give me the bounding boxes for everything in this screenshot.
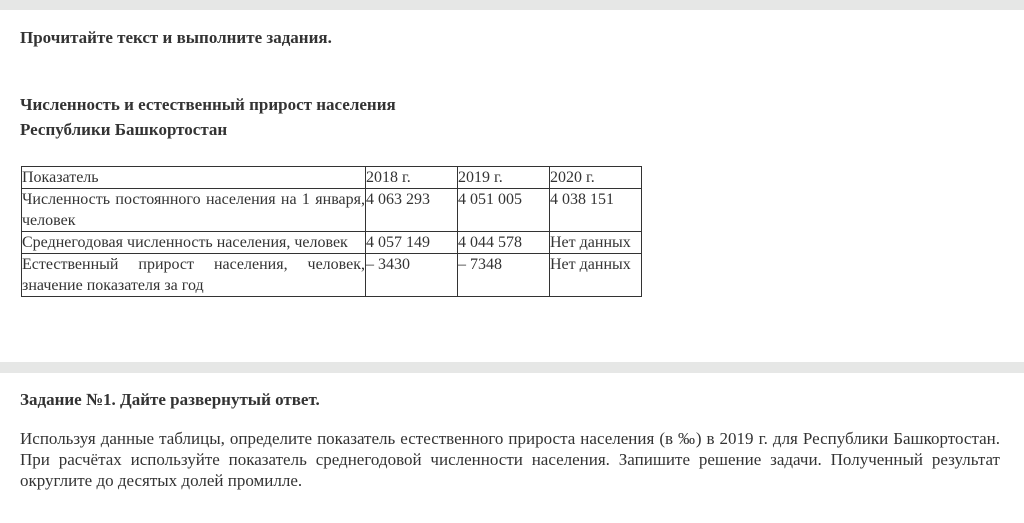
cell-2019: 4 044 578 bbox=[458, 232, 550, 254]
cell-2018: 4 057 149 bbox=[366, 232, 458, 254]
cell-2020: 4 038 151 bbox=[550, 189, 642, 232]
table-title bbox=[20, 92, 396, 142]
task-heading: Задание №1. Дайте развернутый ответ. bbox=[20, 390, 320, 409]
row-label: Численность постоянного населения на 1 января, человек bbox=[22, 189, 366, 232]
cell-2020: Нет данных bbox=[550, 254, 642, 297]
header-cell-indicator: Показатель bbox=[22, 167, 366, 189]
cell-2018: 4 063 293 bbox=[366, 189, 458, 232]
header-cell-2020: 2020 г. bbox=[550, 167, 642, 189]
table-row bbox=[22, 189, 642, 232]
cell-2019: 4 051 005 bbox=[458, 189, 550, 232]
task-section bbox=[0, 373, 1024, 523]
row-label: Среднегодовая численность населения, человек bbox=[22, 232, 366, 254]
instruction-text: Прочитайте текст и выполните задания. bbox=[20, 28, 332, 47]
cell-2018: – 3430 bbox=[366, 254, 458, 297]
table-title-line-1: Численность и естественный прирост населения bbox=[20, 95, 396, 114]
population-table bbox=[21, 166, 642, 297]
header-cell-2018: 2018 г. bbox=[366, 167, 458, 189]
top-divider-band bbox=[0, 0, 1024, 10]
middle-divider-band bbox=[0, 362, 1024, 373]
table-title-line-2: Республики Башкортостан bbox=[20, 120, 228, 139]
table-header-row bbox=[22, 167, 642, 189]
table-row bbox=[22, 254, 642, 297]
task-text: Используя данные таблицы, определите показатель естественного прироста населения (в ‰) в 2019 г. для Республики Башкортостан. При расчётах используйте показатель среднегодовой численности населения. Запишите решение задачи. Полученный результат округлите до десятых долей промилле. bbox=[20, 429, 1000, 490]
row-label: Естественный прирост населения, человек, значение показателя за год bbox=[22, 254, 366, 297]
header-cell-2019: 2019 г. bbox=[458, 167, 550, 189]
cell-2020: Нет данных bbox=[550, 232, 642, 254]
text-section bbox=[0, 10, 1024, 362]
cell-2019: – 7348 bbox=[458, 254, 550, 297]
table-row bbox=[22, 232, 642, 254]
